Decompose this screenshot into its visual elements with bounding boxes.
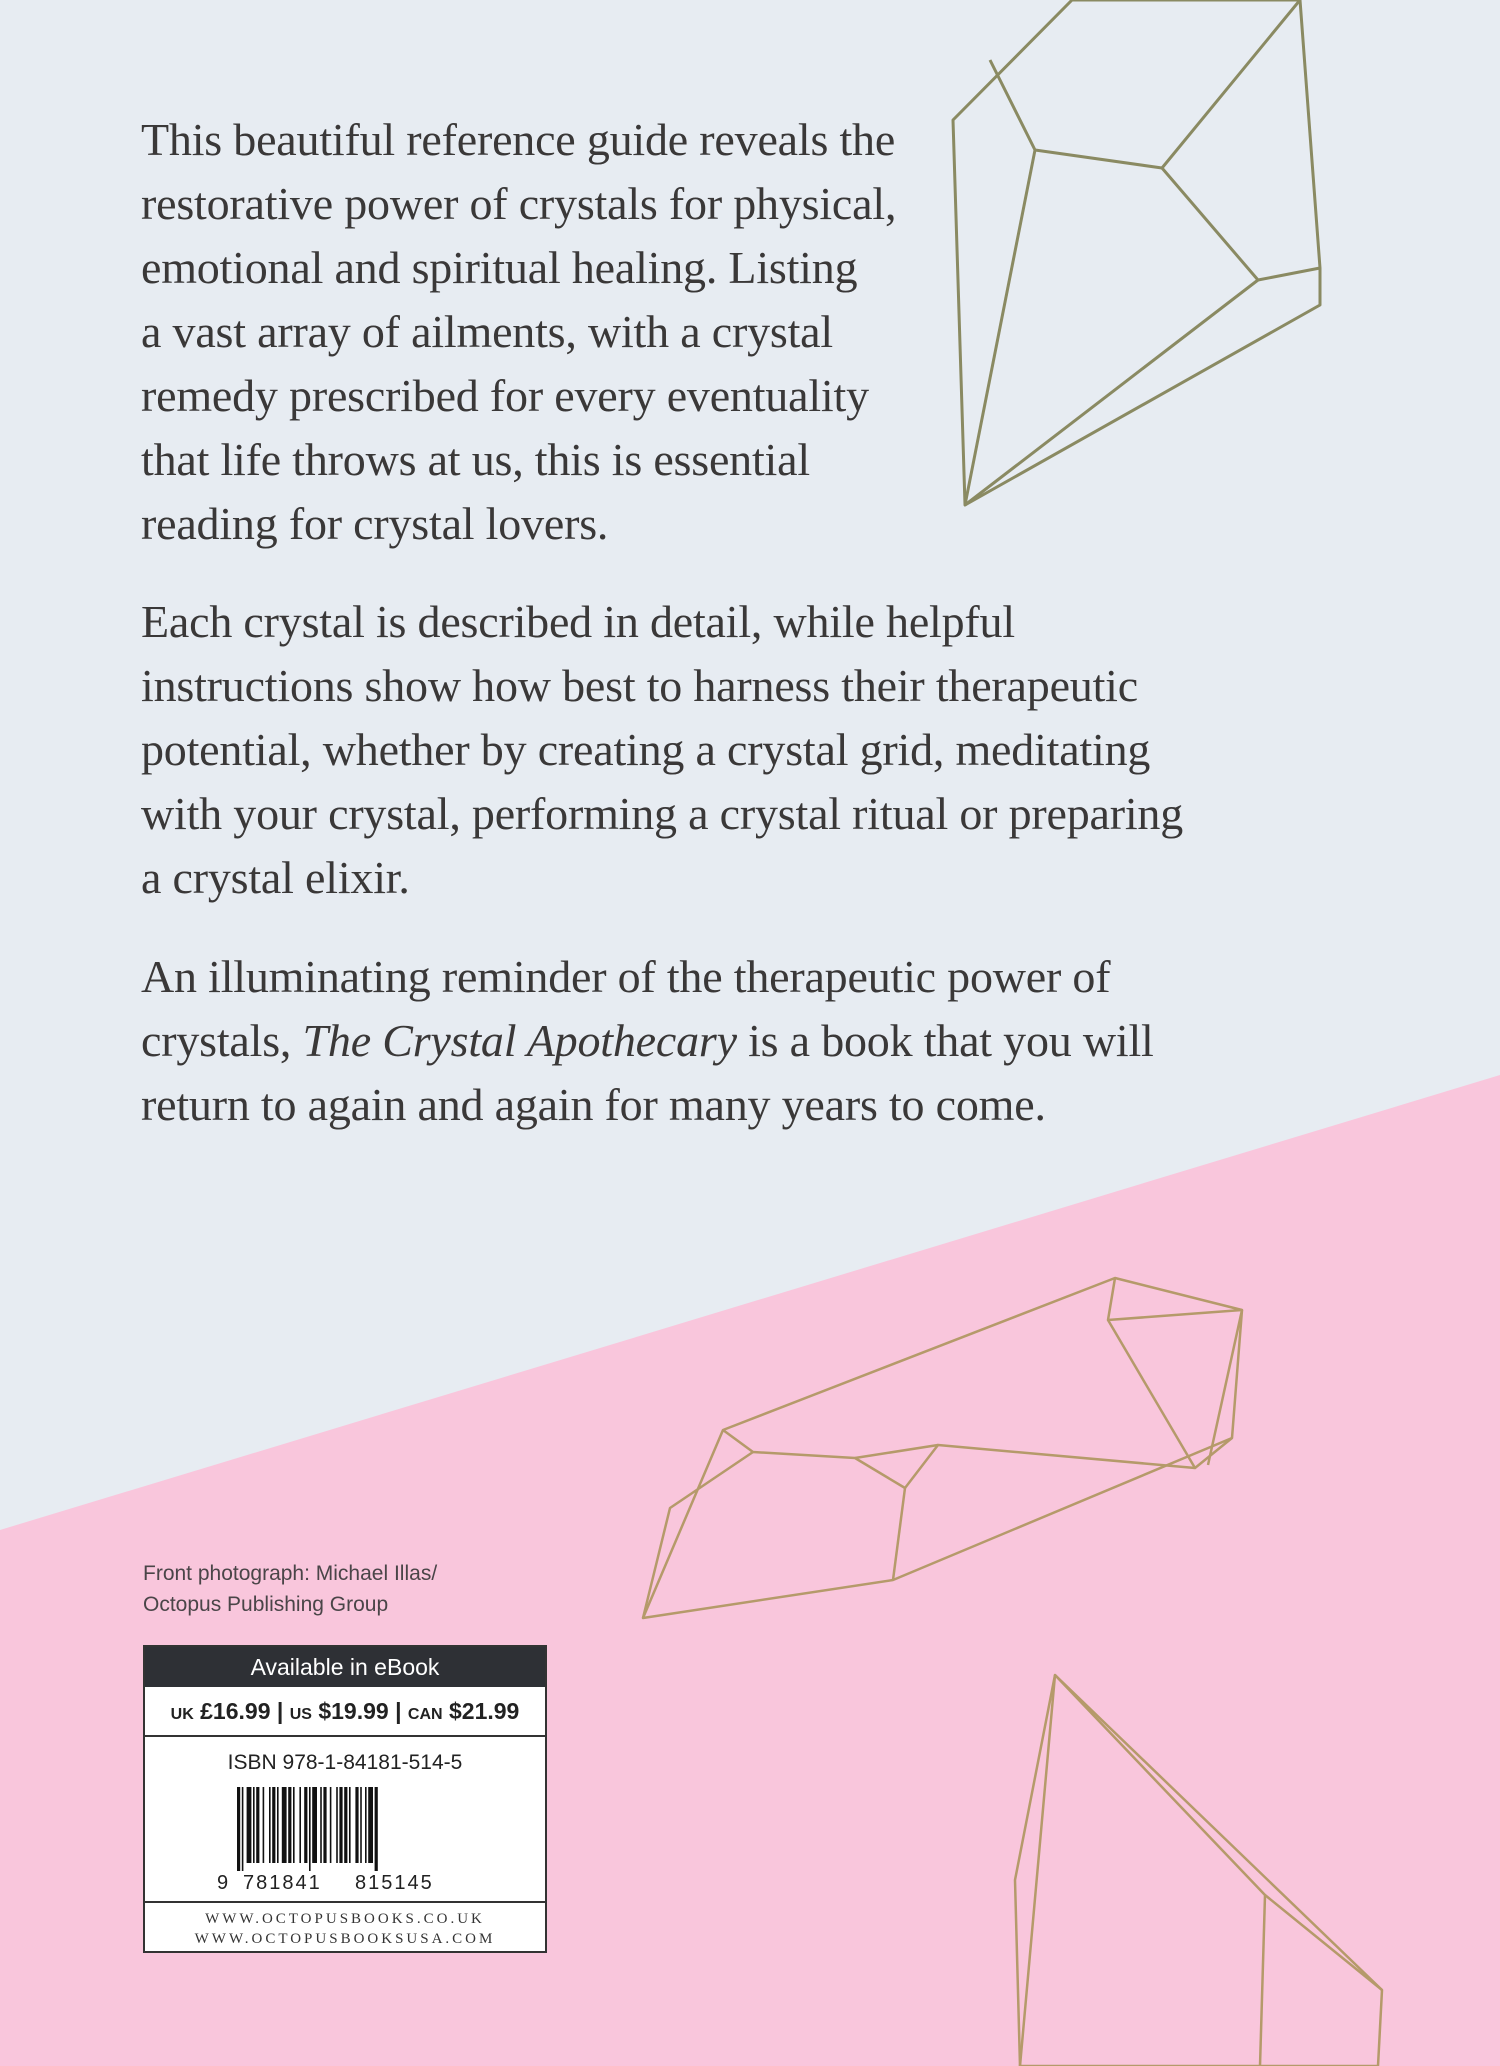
blurb-line bbox=[141, 1009, 1154, 1073]
barcode-bar bbox=[299, 1787, 301, 1863]
barcode-bar bbox=[304, 1787, 307, 1863]
us-price: $19.99 bbox=[318, 1698, 389, 1724]
barcode-digit: 815145 bbox=[355, 1872, 434, 1894]
price-barcode-box bbox=[143, 1645, 547, 1953]
blurb-line: emotional and spiritual healing. Listing bbox=[141, 242, 858, 293]
barcode-bar bbox=[339, 1787, 342, 1863]
barcode-digit: 9 bbox=[217, 1872, 229, 1894]
barcode-bar bbox=[375, 1787, 378, 1871]
barcode-bar bbox=[253, 1787, 255, 1863]
barcode-bar bbox=[330, 1787, 332, 1863]
blurb-line: This beautiful reference guide reveals the bbox=[141, 114, 896, 165]
isbn-number: ISBN 978-1-84181-514-5 bbox=[227, 1751, 463, 1774]
can-label: CAN bbox=[407, 1706, 443, 1723]
barcode-bar bbox=[320, 1787, 322, 1863]
blurb-line: instructions show how best to harness their therapeutic bbox=[141, 660, 1138, 711]
blurb-line: potential, whether by creating a crystal grid, meditating bbox=[141, 724, 1151, 775]
price-separator: | bbox=[395, 1698, 402, 1724]
barcode-bar bbox=[355, 1787, 358, 1863]
blurb-line: Each crystal is described in detail, while helpful bbox=[141, 596, 1015, 647]
barcode-bar bbox=[242, 1787, 244, 1871]
barcode-bar bbox=[237, 1787, 240, 1871]
blurb-line: restorative power of crystals for physical, bbox=[141, 178, 897, 229]
barcode-bar bbox=[256, 1787, 259, 1863]
blurb-line: return to again and again for many years to come. bbox=[141, 1079, 1046, 1130]
barcode-bar bbox=[312, 1787, 317, 1863]
barcode-bar bbox=[288, 1787, 291, 1863]
blurb-paragraph-1 bbox=[141, 108, 896, 556]
url-uk: WWW.OCTOPUSBOOKS.CO.UK bbox=[205, 1911, 485, 1927]
barcode-bar bbox=[365, 1787, 367, 1863]
blurb-line: An illuminating reminder of the therapeutic power of bbox=[141, 951, 1111, 1002]
barcode-bar bbox=[282, 1787, 287, 1863]
barcode-bar bbox=[336, 1787, 338, 1863]
url-us: WWW.OCTOPUSBOOKSUSA.COM bbox=[194, 1931, 496, 1947]
barcode-bar bbox=[309, 1787, 311, 1871]
barcode-bar bbox=[344, 1787, 347, 1863]
price-separator: | bbox=[276, 1698, 284, 1724]
barcode-bar bbox=[349, 1787, 351, 1863]
barcode-bar bbox=[269, 1787, 271, 1863]
blurb-line: remedy prescribed for every eventuality bbox=[141, 370, 869, 421]
photo-credit bbox=[143, 1558, 437, 1620]
can-price: $21.99 bbox=[448, 1698, 520, 1724]
credit-line: Front photograph: Michael Illas/ bbox=[143, 1562, 438, 1585]
price-list bbox=[145, 1687, 545, 1737]
credit-line: Octopus Publishing Group bbox=[143, 1593, 389, 1616]
uk-price: £16.99 bbox=[200, 1698, 271, 1724]
blurb-paragraph-2 bbox=[141, 590, 1183, 910]
barcode-digit: 781841 bbox=[243, 1872, 322, 1894]
blurb-line: with your crystal, performing a crystal ritual or preparing bbox=[141, 788, 1184, 839]
barcode bbox=[215, 1785, 475, 1897]
barcode-bar bbox=[323, 1787, 326, 1863]
blurb-line: a vast array of ailments, with a crystal bbox=[141, 306, 833, 357]
blurb-line: that life throws at us, this is essential bbox=[141, 434, 810, 485]
us-label: US bbox=[289, 1706, 312, 1723]
barcode-bar bbox=[247, 1787, 252, 1863]
barcode-bar bbox=[263, 1787, 265, 1863]
blurb-text: crystals, bbox=[141, 1015, 303, 1066]
blurb-paragraph-3 bbox=[141, 945, 1154, 1137]
publisher-urls bbox=[145, 1901, 545, 1949]
barcode-bar bbox=[368, 1787, 373, 1863]
blurb-text: is a book that you will bbox=[736, 1015, 1154, 1066]
barcode-bar bbox=[272, 1787, 275, 1863]
uk-label: UK bbox=[170, 1706, 194, 1723]
blurb-line: reading for crystal lovers. bbox=[141, 498, 609, 549]
book-title: The Crystal Apothecary bbox=[302, 1015, 737, 1066]
barcode-bar bbox=[293, 1787, 295, 1863]
barcode-bar bbox=[360, 1787, 362, 1863]
ebook-availability-banner: Available in eBook bbox=[145, 1647, 545, 1687]
barcode-bar bbox=[277, 1787, 279, 1863]
blurb-line: a crystal elixir. bbox=[141, 852, 410, 903]
